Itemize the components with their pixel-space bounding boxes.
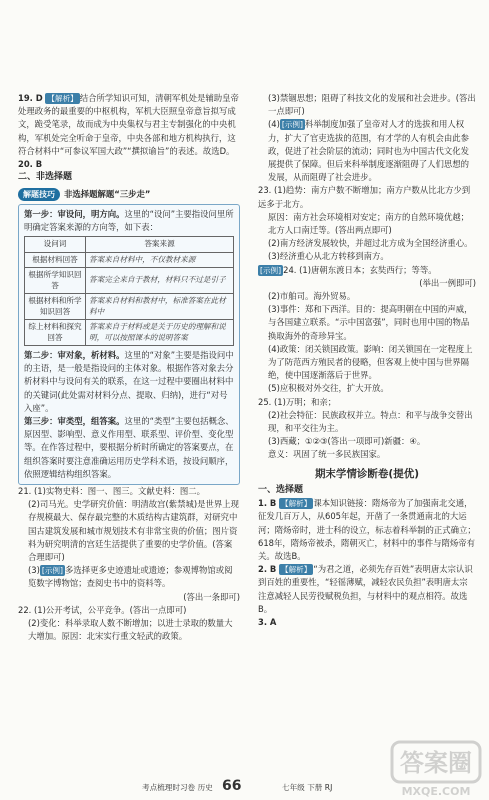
answer-24-4: (4)政策：闭关锁国政策。影响：闭关锁国在一定程度上为了防范西方殖民者的侵略，但客观上使中国与世界隔绝，使中国逐渐落后于世界。 xyxy=(268,343,473,381)
step-heading: 第三步：审类型，组答案。 xyxy=(24,416,125,427)
answer-24-2: (2)市舶司。海外贸易。 xyxy=(268,291,356,302)
answer-19: 19. D 【解析】 结合所学知识可知，清朝军机处是辅助皇帝处理政务的最重要的中枢机构，军机大臣照皇帝意旨拟写成文，跪受笔录，故而成为中央集权与君主专制强化的中央机构，军机处完全听命于皇帝，中央各部和地方机构执行，这符合材料中“可参议军国大政”“撰拟谕旨”的表述。故选D。 xyxy=(18,93,239,156)
answer-24-3: (3)事件：郑和下西洋。目的：提高明朝在中国的声威，与各国建立联系。“示中国富强”，同时也用中国的物品换取海外的奇珍异宝。 xyxy=(268,304,473,341)
example-tag: [示例] xyxy=(41,566,63,576)
page-number: 66 xyxy=(222,778,242,794)
watermark-url: MXQE.COM xyxy=(401,785,471,798)
tip-header xyxy=(18,188,240,201)
answer-24-1: [示例] 24. (1)唐朝东渡日本；玄奘西行；等等。 xyxy=(260,264,437,275)
answer-22-2: (2)变化：科举录取人数不断增加；以进士录取的数量大大增加。原因：北宋实行重文轻武的政策。 xyxy=(28,618,233,642)
answer-2: 2. B 【解析】 “为君之道，必须先存百姓”表明唐太宗认识到百姓的重要性，“轻徭薄赋，减轻农民负担”表明唐太宗注意减轻人民劳役赋税负担，与材料中的观点相符。故选B。 xyxy=(258,564,473,614)
answer-24-5: (5)应积极对外交往，扩大开放。 xyxy=(268,383,389,394)
analysis-tag: 【解析】 xyxy=(280,499,312,509)
answer-25-4: 意义：巩固了统一多民族国家。 xyxy=(268,449,386,460)
analysis-tag: 【解析】 xyxy=(280,565,312,575)
table-cell: 根据所学知识回答 xyxy=(25,268,86,294)
right-column xyxy=(258,92,476,629)
answer-25-2: (2)社会特征：民族政权并立。特点：和平与战争交替出现，和平交往为主。 xyxy=(268,409,473,434)
table-row xyxy=(25,252,234,268)
answer-23-3: (3)经济重心从北方转移到南方。 xyxy=(268,251,389,262)
answer-23-1-reason: 原因：南方社会环境相对安定；南方的自然环境优越；北方人口南迁等。(答出两点即可) xyxy=(268,211,469,236)
table-cell: 答案来自材料中，不仅教材来源 xyxy=(86,252,234,268)
answer-21-2: (2)司马光。史学研究价值：明清故宫(紫禁城)是世界上现存规模最大、保存最完整的木质结构古建筑群，对研究中国古建筑发展和城市规划技术有非常宝贵的价值；图片资料为研究明清的宫廷生活提供了重要的史学价值。(答案合理即可) xyxy=(28,499,240,563)
table-header-row xyxy=(25,237,234,253)
question-word-table xyxy=(24,236,234,346)
answer-note: (答出一条即可) xyxy=(183,591,240,602)
section-heading: 二、非选择题 xyxy=(18,172,73,183)
answer-25-3: (3)西藏；①②③(答出一项即可)新疆：④。 xyxy=(268,436,426,447)
answer-note: (举出一例即可) xyxy=(419,277,476,288)
table-cell: 答案完全来自于教材，材料只不过是引子 xyxy=(86,268,234,294)
table-header: 设问词 xyxy=(25,237,86,253)
table-cell: 根据材料和所学知识回答 xyxy=(25,294,86,320)
table-cell: 答案来自材料和教材中，标准答案在此材料中 xyxy=(86,294,234,320)
answer-21-1: 21. (1)实物史料：图一、图三。文献史料：图二。 xyxy=(18,486,205,497)
watermark-text: 答案圈 xyxy=(400,749,472,777)
answer-22-3: (3)禁锢思想；阻碍了科技文化的发展和社会进步。(答出一点即可) xyxy=(268,93,476,117)
step-heading: 第二步：审对象，析材料。 xyxy=(24,350,125,361)
answer-23-2: (2)南方经济发展较快，并超过北方成为全国经济重心。 xyxy=(268,238,473,249)
table-row xyxy=(25,294,234,320)
table-row xyxy=(25,268,234,294)
tip-box: 第一步：审设问，明方向。这里的“设问”主要指设问里所明确定答案来源的方向等，如下表： 设问词 答案来源 根据材料回答 答案来自材料中，不仅教材来源 根据所学知识回答 答案完全来自于教材，材料只不过是引子 根据材料和所学知识回答 答案来自材料和教材中，标准答案在此材料中 综上材料和探究回答 答案来自于材料或是关于历史的理解和说明，可以按照课本的说明答案 第二步：审对象，析材料。这里的“对象”主要是指设问中的主语，是一般是指设问的主体对象。根据作答对象去分析材料中与设问有关的联系，在这一过程中要圈出材料中的关键词(此处需对材料分点、提取、归纳)，进行“对号入座”。 第三步：审类型，组答案。这里的“类型”主要包括概念、原因型、影响型、意义作用型、联系型、评价型、变化型等。在作答过程中，要根据分析时所确定的答案要点，在组织答案时要注意准确运用历史学科术语，按设问顺序，依照逻辑结构组织答案。 xyxy=(18,204,240,485)
table-cell: 答案来自于材料或是关于历史的理解和说明，可以按照课本的说明答案 xyxy=(86,320,234,346)
footer-grade: 七年级 下册 RJ xyxy=(282,783,333,792)
example-tag: [示例] xyxy=(281,120,303,130)
table-cell: 根据材料回答 xyxy=(25,252,86,268)
answer-25-1: 25. (1)万明；和亲； xyxy=(258,396,337,407)
answer-22-4: (4) [示例] 科举制度加强了皇帝对人才的选拔和用人权力，扩大了官吏选拔的范围，有才学的人有机会由此参政，促进了社会阶层的流动；同时也为中国古代文化发展提供了保障。但后来科举制度逐渐阻碍了人们思想的发展，从而阻碍了社会进步。 xyxy=(268,119,469,183)
answer-21-3: (3) [示例] 多选择更多史迹遗址或遗迹；参观博物馆或阅览数字博物馆；查阅史书中的资料等。 xyxy=(28,565,233,589)
section-heading: 一、选择题 xyxy=(258,484,304,495)
tip-title: 非选择题解题“三步走” xyxy=(64,189,151,200)
answer-3: 3. A xyxy=(258,616,277,627)
tip-badge: 解题技巧 xyxy=(18,188,60,201)
answer-23-1: 23. (1)趋势：南方户数不断增加；南方户数从比北方少到远多于北方。 xyxy=(258,185,471,209)
answer-20: 20. B xyxy=(18,159,43,170)
exam-title: 期末学情诊断卷(提优) xyxy=(314,467,420,480)
table-header: 答案来源 xyxy=(86,237,234,253)
watermark-logo xyxy=(390,738,482,798)
analysis-tag: 【解析】 xyxy=(47,94,78,103)
step-heading: 第一步：审设问，明方向。 xyxy=(24,208,125,219)
table-row xyxy=(25,320,234,346)
table-cell: 综上材料和探究回答 xyxy=(25,320,86,346)
answer-22-1: 22. (1)公开考试，公平竞争。(答出一点即可) xyxy=(18,604,187,615)
left-column xyxy=(18,92,240,644)
example-tag: [示例] xyxy=(260,265,282,275)
footer-book-title: 考点梳理时习卷 历史 xyxy=(142,783,213,792)
answer-1: 1. B 【解析】 课本知识链接：隋炀帝为了加强南北交通，征发几百万人，从605年起，开凿了一条贯通南北的大运河；隋炀帝时，进士科的设立，标志着科举制的正式确立；618年，隋炀帝被杀，隋朝灭亡，材料中的事件与隋炀帝有关。故选B。 xyxy=(258,498,476,561)
